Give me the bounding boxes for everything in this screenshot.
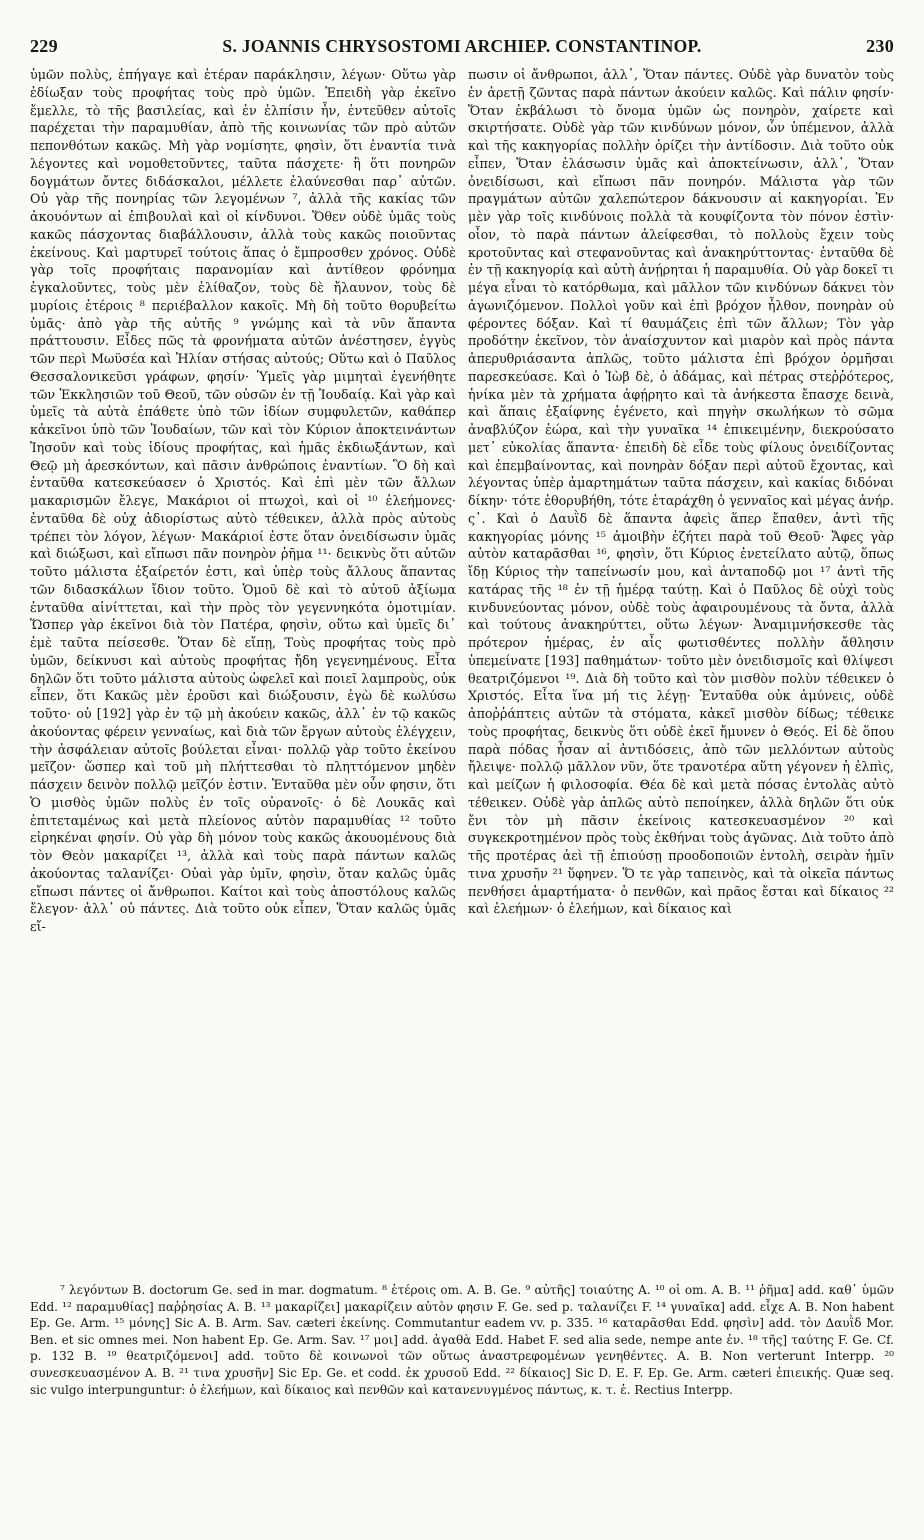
running-header — [30, 36, 894, 62]
right-column — [468, 66, 894, 1271]
page-number-right: 230 — [866, 36, 894, 56]
left-column-text: ὑμῶν πολὺς, ἐπήγαγε καὶ ἑτέραν παράκλησιν, λέγων· Οὕτω γὰρ ἐδίωξαν τοὺς προφήτας τοὺς πρὸ ὑμῶν. Ἐπειδὴ γὰρ ἐκεῖνο ἔμελλε, τὸ τῆς βασιλείας, καὶ ἐν ἐλπίσιν ἦν, ἐντεῦθεν αὐτοῖς παρέχεται τὴν παραμυθίαν, ἀπὸ τῆς κοινωνίας τῶν πρὸ αὐτῶν πεπονθότων κακῶς. Μὴ γὰρ νομίσητε, φησὶν, ὅτι ἐναντία τινὰ λέγοντες καὶ νομοθετοῦντες, ταῦτα πάσχετε· ἢ ὅτι πονηρῶν δογμάτων ὄντες διδάσκαλοι, μέλλετε ἐλαύνεσθαι παρ᾽ αὐτῶν. Οὐ γὰρ τῆς πονηρίας τῶν λεγομένων ⁷, ἀλλὰ τῆς κακίας τῶν ἀκουόντων αἱ ἐπιβουλαὶ καὶ οἱ κίνδυνοι. Ὅθεν οὐδὲ ὑμᾶς τοὺς κακῶς πάσχοντας διαβάλλουσιν, ἀλλὰ τοὺς κακῶς ποιοῦντας ἐκείνους. Καὶ μαρτυρεῖ τούτοις ἅπας ὁ ἔμπροσθεν χρόνος. Οὐδὲ γὰρ τοῖς προφήταις παρανομίαν καὶ ἀντίθεον φρόνημα ἐγκαλοῦντες, τοὺς μὲν ἐλίθαζον, τοὺς δὲ ἤλαυνον, τοὺς δὲ μυρίοις ἑτέροις ⁸ περιέβαλλον κακοῖς. Μὴ δὴ τοῦτο θορυβείτω ὑμᾶς· ἀπὸ γὰρ τῆς αὐτῆς ⁹ γνώμης καὶ τὰ νῦν ἅπαντα πράττουσιν. Εἶδες πῶς τὰ φρονήματα αὐτῶν ἀνέστησεν, ἐγγὺς τῶν περὶ Μωϋσέα καὶ Ἠλίαν στήσας αὐτούς; Οὕτω καὶ ὁ Παῦλος Θεσσαλονικεῦσι γράφων, φησίν· Ὑμεῖς γὰρ μιμηταὶ ἐγενήθητε τῶν Ἐκκλησιῶν τοῦ Θεοῦ, τῶν οὐσῶν ἐν τῇ Ἰουδαίᾳ. Καὶ γὰρ καὶ ὑμεῖς τὰ αὐτὰ ἐπάθετε ὑπὸ τῶν ἰδίων συμφυλετῶν, καθάπερ κἀκεῖνοι ὑπὸ τῶν Ἰουδαίων, τῶν καὶ τὸν Κύριον ἀποκτεινάντων Ἰησοῦν καὶ τοὺς ἰδίους προφήτας, καὶ ἡμᾶς ἐκδιωξάντων, καὶ Θεῷ μὴ ἀρεσκόντων, καὶ πᾶσιν ἀνθρώποις ἐναντίων. Ὃ δὴ καὶ ἐνταῦθα κατεσκεύασεν ὁ Χριστός. Καὶ ἐπὶ μὲν τῶν ἄλλων μακαρισμῶν ἔλεγε, Μακάριοι οἱ πτωχοὶ, καὶ οἱ ¹⁰ ἐλεήμονες· ἐνταῦθα δὲ οὐχ ἀδιορίστως αὐτὸ τέθεικεν, ἀλλὰ πρὸς αὐτοὺς τρέπει τὸν λόγον, λέγων· Μακάριοί ἐστε ὅταν ὀνειδίσωσιν ὑμᾶς καὶ διώξωσι, καὶ εἴπωσι πᾶν πονηρὸν ῥῆμα ¹¹· δεικνὺς ὅτι αὐτῶν τοῦτο μάλιστα ἐξαίρετόν ἐστι, καὶ ὑπὲρ τοὺς ἄλλους ἅπαντας τῶν διδασκάλων ἴδιον τοῦτο. Ὁμοῦ δὲ καὶ τὸ αὐτοῦ ἀξίωμα ἐνταῦθα αἰνίττεται, καὶ τὴν πρὸς τὸν γεγεννηκότα ὁμοτιμίαν. Ὥσπερ γὰρ ἐκεῖνοι διὰ τὸν Πατέρα, φησὶν, οὕτω καὶ ὑμεῖς δι᾽ ἐμὲ ταῦτα πείσεσθε. Ὅταν δὲ εἴπῃ, Τοὺς προφήτας τοὺς πρὸ ὑμῶν, δείκνυσι καὶ αὐτοὺς προφήτας ἤδη γεγενημένους. Εἶτα δηλῶν ὅτι τοῦτο μάλιστα αὐτοὺς ὠφελεῖ καὶ ποιεῖ λαμπροὺς, οὐκ εἶπεν, ὅτι Κακῶς μὲν ἐροῦσι καὶ διώξουσιν, ἐγὼ δὲ κωλύσω τοῦτο· οὐ [192] γὰρ ἐν τῷ μὴ ἀκούειν κακῶς, ἀλλ᾽ ἐν τῷ κακῶς ἀκούοντας φέρειν γενναίως, καὶ διὰ τῶν ἔργων αὐτοὺς ἐλέγχειν, τὴν ἀσφάλειαν αὐτοῖς βούλεται εἶναι· πολλῷ γὰρ τοῦτο ἐκείνου μεῖζον· ὥσπερ καὶ τοῦ μὴ πλήττεσθαι τὸ πληττόμενον μηδὲν πάσχειν δεινὸν πολλῷ μεῖζόν ἐστιν. Ἐνταῦθα μὲν οὖν φησιν, ὅτι Ὁ μισθὸς ὑμῶν πολὺς ἐν τοῖς οὐρανοῖς· ὁ δὲ Λουκᾶς καὶ ἐπιτεταμένως καὶ μετὰ πλείονος αὐτὸν παραμυθίας ¹² τοῦτο εἰρηκέναι φησίν. Οὐ γὰρ δὴ μόνον τοὺς κακῶς ἀκουομένους διὰ τὸν Θεὸν μακαρίζει ¹³, ἀλλὰ καὶ τοὺς παρὰ πάντων καλῶς ἀκούοντας ταλανίζει· Οὐαὶ γὰρ ὑμῖν, φησὶν, ὅταν καλῶς ὑμᾶς εἴπωσι πάντες οἱ ἄνθρωποι. Καίτοι καὶ τοὺς ἀποστόλους καλῶς ἔλεγον· ἀλλ᾽ οὐ πάντες. Διὰ τοῦτο οὐκ εἶπεν, Ὅταν καλῶς ὑμᾶς εἴ- — [30, 67, 456, 934]
footnotes — [30, 1282, 894, 1532]
right-column-text: πωσιν οἱ ἄνθρωποι, ἀλλ᾽, Ὅταν πάντες. Οὐδὲ γὰρ δυνατὸν τοὺς ἐν ἀρετῇ ζῶντας παρὰ πάντων ἀκούειν καλῶς. Καὶ πάλιν φησίν· Ὅταν ἐκβάλωσι τὸ ὄνομα ὑμῶν ὡς πονηρὸν, χαίρετε καὶ σκιρτήσατε. Οὐδὲ γὰρ τῶν κινδύνων μόνον, ὧν ὑπέμενον, ἀλλὰ καὶ τῆς κακηγορίας πολλὴν ὁρίζει τὴν ἀντίδοσιν. Διὰ τοῦτο οὐκ εἶπεν, Ὅταν ἐλάσωσιν ὑμᾶς καὶ ἀποκτείνωσιν, ἀλλ᾽, Ὅταν ὀνειδίσωσι, καὶ εἴπωσι πᾶν πονηρόν. Μάλιστα γὰρ τῶν πραγμάτων αὐτῶν χαλεπώτερον δάκνουσιν αἱ κακηγορίαι. Ἐν μὲν γὰρ τοῖς κινδύνοις πολλὰ τὰ κουφίζοντα τὸν πόνον ἐστὶν· οἷον, τὸ παρὰ πάντων ἀλείφεσθαι, τὸ πολλοὺς ἔχειν τοὺς κροτοῦντας καὶ στεφανοῦντας καὶ ἀνακηρύττοντας· ἐνταῦθα δὲ ἐν τῇ κακηγορίᾳ καὶ αὐτὴ ἀνῄρηται ἡ παραμυθία. Οὐ γὰρ δοκεῖ τι μέγα εἶναι τὸ κατόρθωμα, καὶ μᾶλλον τῶν κινδύνων δάκνει τὸν ἀγωνιζόμενον. Πολλοὶ γοῦν καὶ ἐπὶ βρόχον ἦλθον, πονηρὰν οὐ φέροντες δόξαν. Καὶ τί θαυμάζεις ἐπὶ τῶν ἄλλων; Τὸν γὰρ προδότην ἐκεῖνον, τὸν ἀναίσχυντον καὶ μιαρὸν καὶ πρὸς πάντα ἀπερυθριάσαντα ἁπλῶς, τοῦτο μάλιστα ἐπὶ βρόχον ὁρμῆσαι παρεσκεύασε. Καὶ ὁ Ἰὼβ δὲ, ὁ ἀδάμας, καὶ πέτρας στεῤῥότερος, ἡνίκα μὲν τὰ χρήματα ἀφῄρητο καὶ τὰ ἀνήκεστα ἔπασχε δεινὰ, καὶ ἅπαις ἐξαίφνης ἐγένετο, καὶ πηγὴν σκωλήκων τὸ σῶμα ἀναβλύζον ἑώρα, καὶ τὴν γυναῖκα ¹⁴ ἐπικειμένην, διεκρούσατο μετ᾽ εὐκολίας ἅπαντα· ἐπειδὴ δὲ εἶδε τοὺς φίλους ὀνειδίζοντας καὶ ἐπεμβαίνοντας, καὶ πονηρὰν δόξαν περὶ αὐτοῦ ἔχοντας, καὶ λέγοντας ὑπὲρ ἁμαρτημάτων ταῦτα πάσχειν, καὶ κακίας διδόναι δίκην· τότε ἐθορυβήθη, τότε ἐταράχθη ὁ γενναῖος καὶ μέγας ἀνήρ. ς᾽. Καὶ ὁ Δαυῒδ δὲ ἅπαντα ἀφεὶς ἅπερ ἔπαθεν, ἀντὶ τῆς κακηγορίας μόνης ¹⁵ ἀμοιβὴν ἐζήτει παρὰ τοῦ Θεοῦ· Ἄφες γὰρ αὐτὸν καταρᾶσθαι ¹⁶, φησὶν, ὅτι Κύριος ἐνετείλατο αὐτῷ, ὅπως ἴδῃ Κύριος τὴν ταπείνωσίν μου, καὶ ἀνταποδῷ μοι ¹⁷ ἀντὶ τῆς κατάρας τῆς ¹⁸ ἐν τῇ ἡμέρᾳ ταύτῃ. Καὶ ὁ Παῦλος δὲ οὐχὶ τοὺς κινδυνεύοντας μόνον, οὐδὲ τοὺς ἀφαιρουμένους τὰ ὄντα, ἀλλὰ καὶ τούτους ἀνακηρύττει, οὕτω λέγων· Ἀναμιμνήσκεσθε τὰς πρότερον ἡμέρας, ἐν αἷς φωτισθέντες πολλὴν ἄθλησιν ὑπεμείνατε [193] παθημάτων· τοῦτο μὲν ὀνειδισμοῖς καὶ θλίψεσι θεατριζόμενοι ¹⁹. Διὰ δὴ τοῦτο καὶ τὸν μισθὸν πολὺν τέθεικεν ὁ Χριστός. Εἶτα ἵνα μή τις λέγῃ· Ἐνταῦθα οὐκ ἀμύνεις, οὐδὲ ἀποῤῥάπτεις αὐτῶν τὰ στόματα, κἀκεῖ μισθὸν δίδως; τέθεικε τοὺς προφήτας, δεικνὺς ὅτι οὐδὲ ἐκεῖ ἤμυνεν ὁ Θεός. Εἰ δὲ ὅπου παρὰ πόδας ἦσαν αἱ ἀντιδόσεις, ἀπὸ τῶν μελλόντων αὐτοὺς ἤλειψε· πολλῷ μᾶλλον νῦν, ὅτε τρανοτέρα αὕτη γέγονεν ἡ ἐλπὶς, καὶ μείζων ἡ φιλοσοφία. Θέα δὲ καὶ μετὰ πόσας ἐντολὰς αὐτὸ τέθεικεν. Οὐδὲ γὰρ ἁπλῶς αὐτὸ πεποίηκεν, ἀλλὰ δηλῶν ὅτι οὐκ ἔνι τὸν μὴ πᾶσιν ἐκείνοις κατεσκευασμένον ²⁰ καὶ συγκεκροτημένον πρὸς τοὺς ἐκθήναι τοὺς ἀγῶνας. Διὰ τοῦτο ἀπὸ τῆς προτέρας ἀεὶ τῇ ἐπιούσῃ προοδοποιῶν ἐντολὴ, σειρὰν ἡμῖν τινα χρυσῆν ²¹ ὕφηνεν. Ὅ τε γὰρ ταπεινὸς, καὶ τὰ οἰκεῖα πάντως πενθήσει ἁμαρτήματα· ὁ πενθῶν, καὶ πρᾶος ἔσται καὶ δίκαιος ²² καὶ ἐλεήμων· ὁ ἐλεήμων, καὶ δίκαιος καὶ — [468, 67, 894, 917]
running-title: S. JOANNIS CHRYSOSTOMI ARCHIEP. CONSTANTINOP. — [222, 36, 702, 56]
page-number-left: 229 — [30, 36, 58, 56]
left-column — [30, 66, 456, 1271]
footnotes-text: ⁷ λεγόντων B. doctorum Ge. sed in mar. dogmatum. ⁸ ἑτέροις om. A. B. Ge. ⁹ αὐτῆς] τοιαύτης A. ¹⁰ οἱ om. A. B. ¹¹ ῥῆμα] add. καθ᾽ ὑμῶν Edd. ¹² παραμυθίας] παῤῥησίας A. B. ¹³ μακαρίζει] μακαρίζειν αὐτὸν φησιν F. Ge. sed p. ταλανίζει F. ¹⁴ γυναῖκα] add. εἶχε A. B. Non habent Ep. Ge. Arm. ¹⁵ μόνης] Sic A. B. Arm. Sav. cæteri ἐκείνης. Commutantur eadem vv. p. 335. ¹⁶ καταρᾶσθαι Edd. φησὶν] add. τὸν Δαυῒδ Mor. Ben. et sic omnes mei. Non habent Ep. Ge. Arm. Sav. ¹⁷ μοι] add. ἀγαθὰ Edd. Habet F. sed alia sede, nempe ante ἐν. ¹⁸ τῆς] ταύτης F. Ge. Cf. p. 132 B. ¹⁹ θεατριζόμενοι] add. τοῦτο δὲ κοινωνοὶ τῶν οὕτως ἀναστρεφομένων γενηθέντες. A. B. Non verterunt Interpp. ²⁰ συνεσκευασμένον A. B. ²¹ τινα χρυσῆν] Sic Ep. Ge. et codd. ἐκ χρυσοῦ Edd. ²² δίκαιος] Sic D. E. F. Ep. Ge. Arm. cæteri ἐπιεικής. Quæ seq. sic vulgo interpunguntur: ὁ ἐλεήμων, καὶ δίκαιος καὶ πενθῶν καὶ κατανενυγμένος πάντως, κ. τ. ἑ. Rectius Interpp. — [30, 1283, 894, 1397]
